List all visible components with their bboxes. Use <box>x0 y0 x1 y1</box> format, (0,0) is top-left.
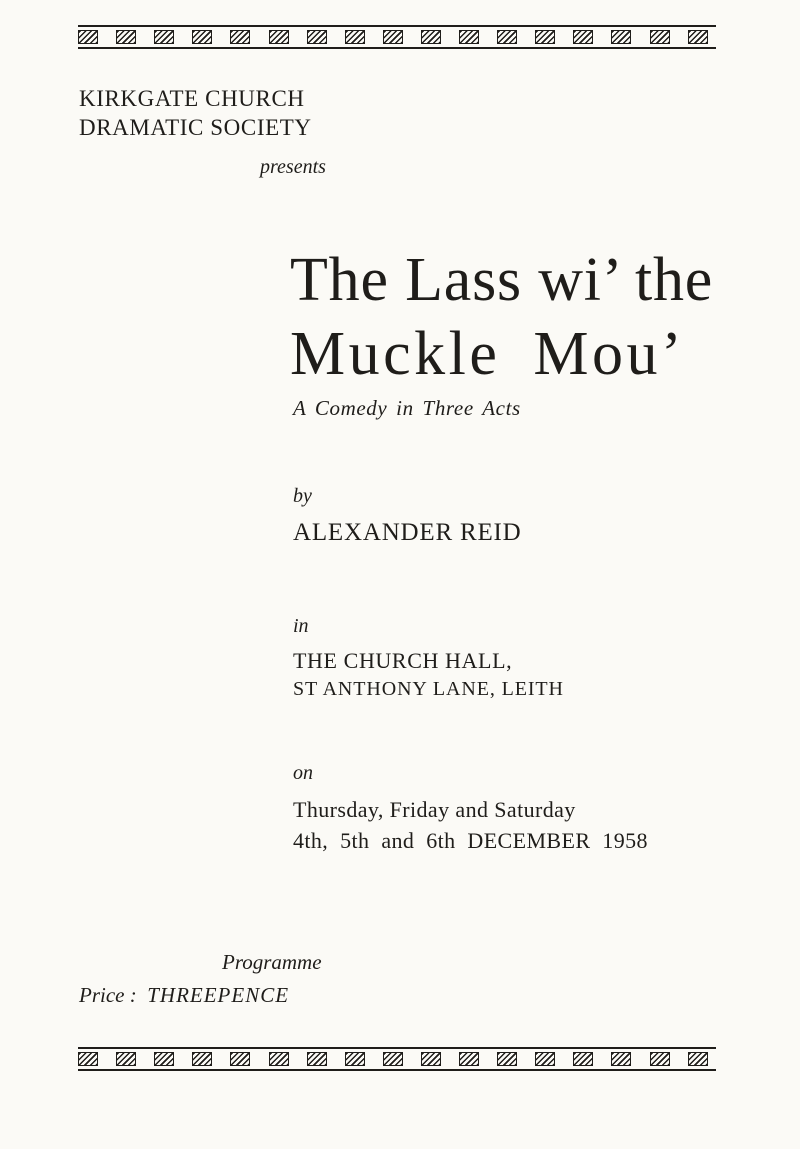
hatched-ornament-icon <box>497 1052 517 1066</box>
hatched-ornament-icon <box>535 1052 555 1066</box>
hatched-ornament-icon <box>345 30 365 44</box>
hatched-ornament-icon <box>230 1052 250 1066</box>
hatched-ornament-icon <box>383 1052 403 1066</box>
hatched-ornament-icon <box>116 30 136 44</box>
hatched-ornament-icon <box>497 30 517 44</box>
performance-days: Thursday, Friday and Saturday <box>293 797 576 822</box>
performance-dates: 4th, 5th and 6th DECEMBER 1958 <box>293 828 648 853</box>
top-decorative-border <box>78 25 716 49</box>
hatched-ornament-icon <box>573 30 593 44</box>
hatched-ornament-icon <box>230 30 250 44</box>
hatched-ornament-icon <box>192 30 212 44</box>
hatched-ornament-icon <box>307 1052 327 1066</box>
hatched-ornament-icon <box>307 30 327 44</box>
hatched-ornament-icon <box>611 30 631 44</box>
hatched-ornament-icon <box>688 30 708 44</box>
hatched-ornament-icon <box>269 30 289 44</box>
hatched-ornament-icon <box>573 1052 593 1066</box>
play-subtitle: A Comedy in Three Acts <box>293 396 521 420</box>
bottom-decorative-border <box>78 1047 716 1071</box>
hatched-ornament-icon <box>192 1052 212 1066</box>
hatched-ornament-icon <box>154 30 174 44</box>
hatched-ornament-icon <box>154 1052 174 1066</box>
hatched-ornament-icon <box>535 30 555 44</box>
on-text: on <box>293 762 313 784</box>
hatched-ornament-icon <box>459 1052 479 1066</box>
title-line-2: Muckle Mou’ <box>290 320 686 388</box>
hatched-ornament-icon <box>78 30 98 44</box>
hatched-ornament-icon <box>650 30 670 44</box>
society-line-1: KIRKGATE CHURCH <box>79 86 305 111</box>
hatched-ornament-icon <box>421 30 441 44</box>
title-line-1: The Lass wi’ the <box>290 246 714 314</box>
hatched-ornament-icon <box>650 1052 670 1066</box>
border-pattern-top <box>78 30 716 44</box>
venue-line-2: ST ANTHONY LANE, LEITH <box>293 678 564 700</box>
by-text: by <box>293 485 312 507</box>
society-name <box>79 84 312 142</box>
hatched-ornament-icon <box>421 1052 441 1066</box>
border-pattern-bottom <box>78 1052 716 1066</box>
hatched-ornament-icon <box>459 30 479 44</box>
hatched-ornament-icon <box>383 30 403 44</box>
hatched-ornament-icon <box>688 1052 708 1066</box>
society-line-2: DRAMATIC SOCIETY <box>79 115 312 140</box>
hatched-ornament-icon <box>345 1052 365 1066</box>
presents-text: presents <box>260 156 326 178</box>
play-title <box>290 243 713 391</box>
price-value: THREEPENCE <box>147 983 290 1007</box>
venue-line-1: THE CHURCH HALL, <box>293 648 513 673</box>
hatched-ornament-icon <box>611 1052 631 1066</box>
hatched-ornament-icon <box>78 1052 98 1066</box>
in-text: in <box>293 615 309 637</box>
author-name: ALEXANDER REID <box>293 519 522 546</box>
price-label: Price : <box>79 983 137 1007</box>
programme-label: Programme <box>222 950 322 974</box>
hatched-ornament-icon <box>116 1052 136 1066</box>
hatched-ornament-icon <box>269 1052 289 1066</box>
price-line <box>79 983 289 1008</box>
